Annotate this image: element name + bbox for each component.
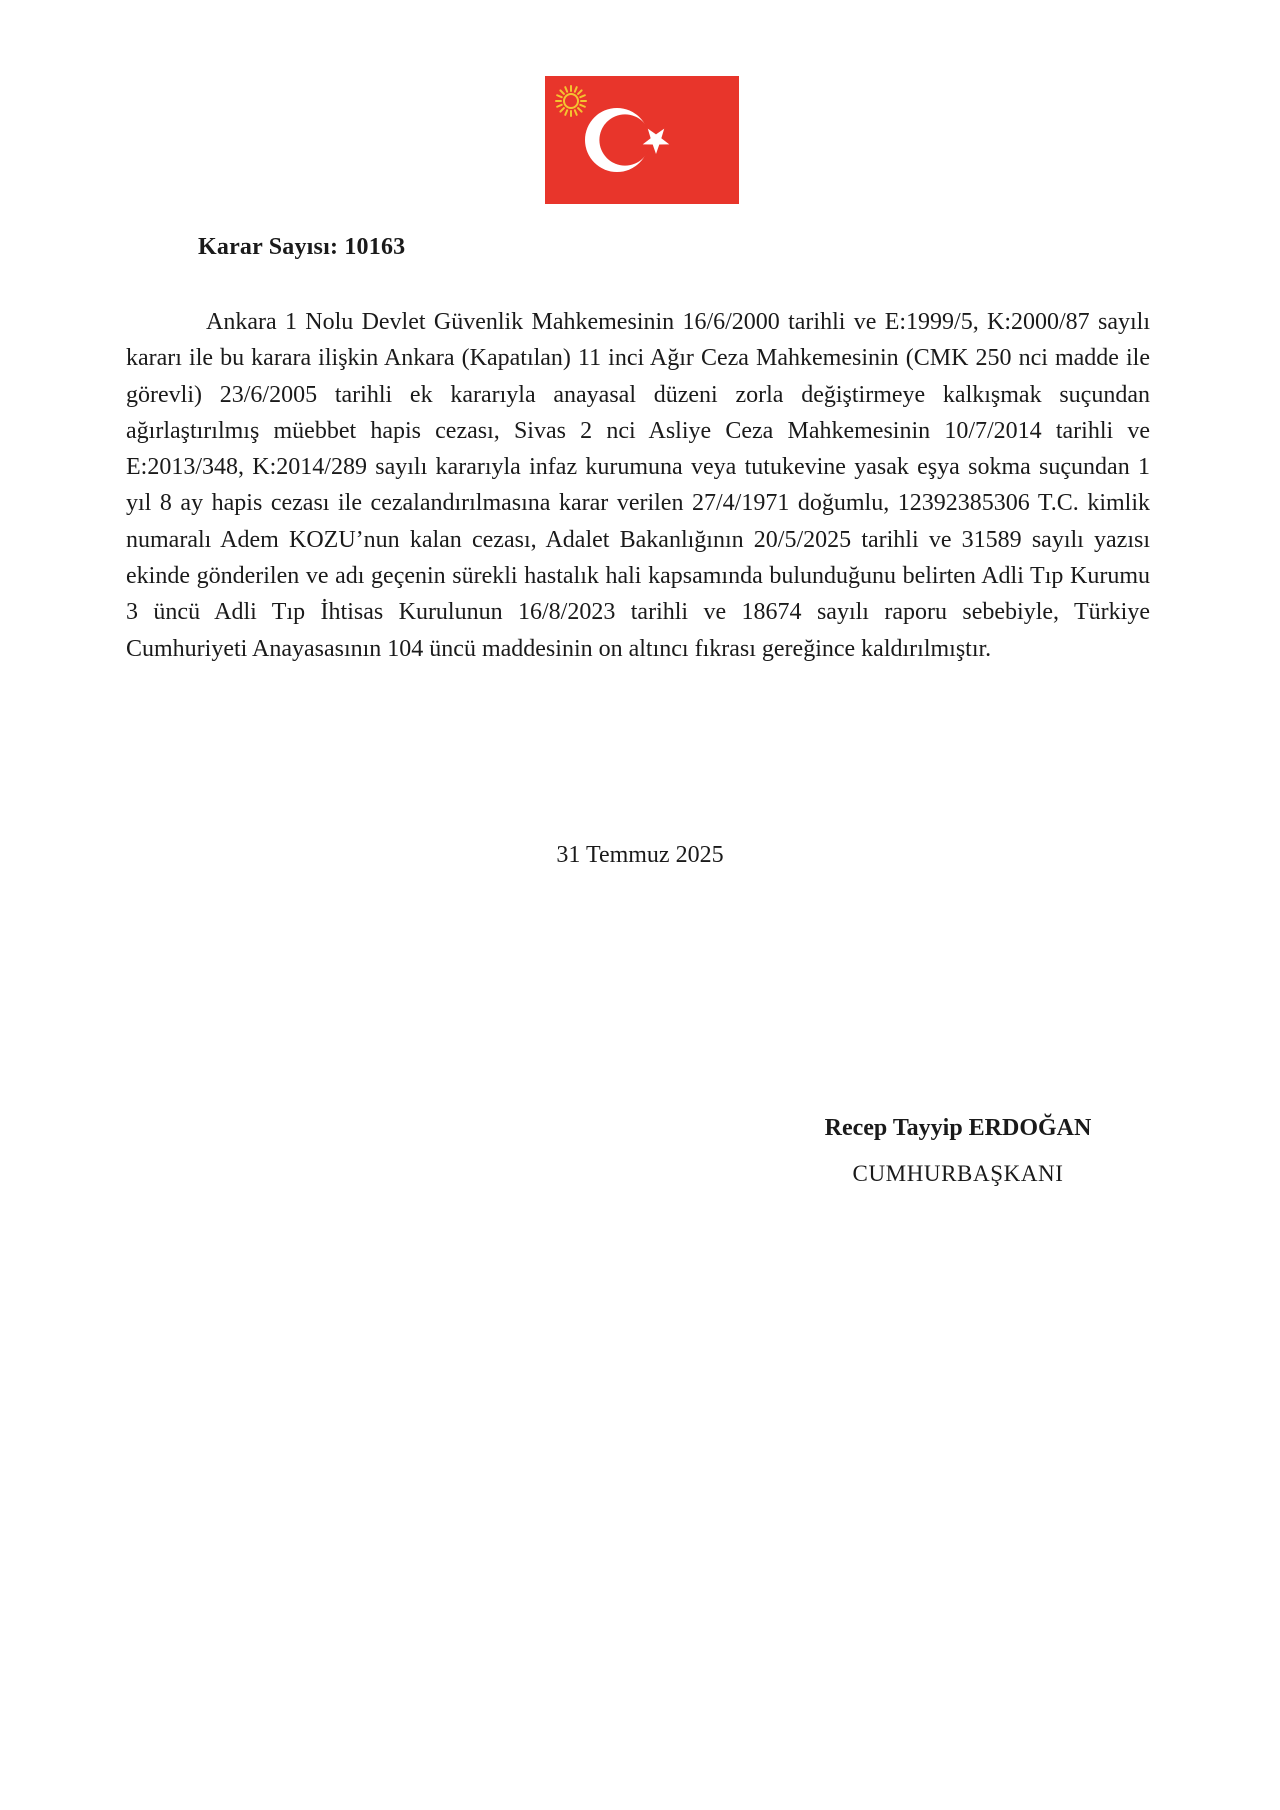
crescent-inner (599, 114, 650, 165)
presidential-flag-icon (545, 76, 739, 204)
decision-number: Karar Sayısı: 10163 (198, 234, 406, 260)
decision-body-paragraph: Ankara 1 Nolu Devlet Güvenlik Mahkemesinin 16/6/2000 tarihli ve E:1999/5, K:2000/87 sayılı kararı ile bu karara ilişkin Ankara (Kapatılan) 11 inci Ağır Ceza Mahkemesinin (CMK 250 nci madde ile görevli) 23/6/2005 tarihli ek kararıyla anayasal düzeni zorla değiştirmeye kalkışmak suçundan ağırlaştırılmış müebbet hapis cezası, Sivas 2 nci Asliye Ceza Mahkemesinin 10/7/2014 tarihli ve E:2013/348, K:2014/289 sayılı kararıyla infaz kurumuna veya tutukevine yasak eşya sokma suçundan 1 yıl 8 ay hapis cezası ile cezalandırılmasına karar verilen 27/4/1971 doğumlu, 12392385306 T.C. kimlik numaralı Adem KOZU’nun kalan cezası, Adalet Bakanlığının 20/5/2025 tarihli ve 31589 sayılı yazısı ekinde gönderilen ve adı geçenin sürekli hastalık hali kapsamında bulunduğunu belirten Adli Tıp Kurumu 3 üncü Adli Tıp İhtisas Kurulunun 16/8/2023 tarihli ve 18674 sayılı raporu sebebiyle, Türkiye Cumhuriyeti Anayasasının 104 üncü maddesinin on altıncı fıkrası gereğince kaldırılmıştır. (126, 309, 1150, 662)
signer-name: Recep Tayyip ERDOĞAN (824, 1115, 1092, 1141)
decision-date: 31 Temmuz 2025 (556, 842, 724, 868)
signature-block (758, 1112, 1158, 1190)
flag-graphic (545, 76, 739, 204)
signer-title: CUMHURBAŞKANI (852, 1161, 1064, 1186)
